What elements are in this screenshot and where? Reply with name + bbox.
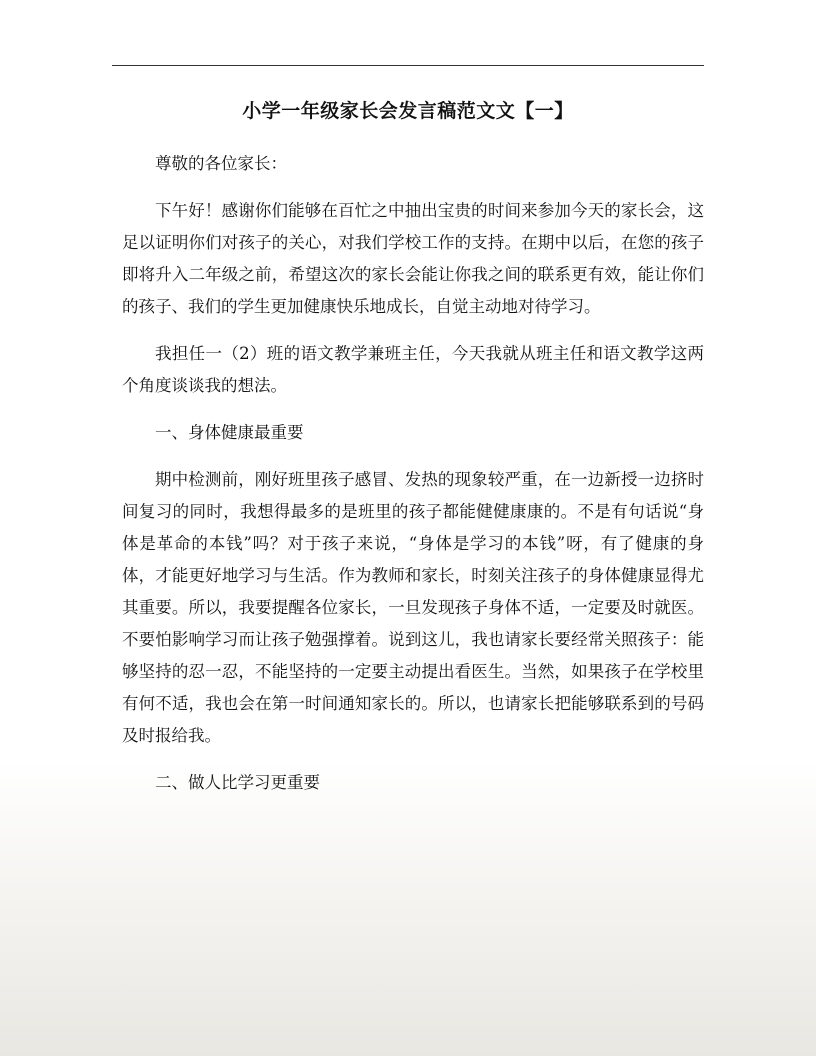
section-heading-health: 一、身体健康最重要: [155, 423, 304, 442]
greeting-paragraph: 下午好！感谢你们能够在百忙之中抽出宝贵的时间来参加今天的家长会，这足以证明你们对孩子的关心，对我们学校工作的支持。在期中以后，在您的孩子即将升入二年级之前，希望这次的家长会能让你我之间的联系更有效，能让你们的孩子、我们的学生更加健康快乐地成长，自觉主动地对待学习。: [122, 201, 704, 316]
document-body: [122, 148, 704, 814]
section-heading-character: 二、做人比学习更重要: [155, 773, 320, 792]
document-title: 小学一年级家长会发言稿范文文【一】: [242, 100, 574, 122]
header-rule: [112, 65, 704, 66]
health-paragraph: 期中检测前，刚好班里孩子感冒、发热的现象较严重，在一边新授一边挤时间复习的同时，我想得最多的是班里的孩子都能健健康康的。不是有句话说“身体是革命的本钱”吗？对于孩子来说，“身体是学习的本钱”呀，有了健康的身体，才能更好地学习与生活。作为教师和家长，时刻关注孩子的身体健康显得尤其重要。所以，我要提醒各位家长，一旦发现孩子身体不适，一定要及时就医。不要怕影响学习而让孩子勉强撑着。说到这儿，我也请家长要经常关照孩子：能够坚持的忍一忍，不能坚持的一定要主动提出看医生。当然，如果孩子在学校里有何不适，我也会在第一时间通知家长的。所以，也请家长把能够联系到的号码及时报给我。: [122, 470, 704, 745]
introduction-paragraph: 我担任一（2）班的语文教学兼班主任，今天我就从班主任和语文教学这两个角度谈谈我的想法。: [122, 344, 704, 395]
salutation-paragraph: 尊敬的各位家长：: [155, 154, 287, 173]
